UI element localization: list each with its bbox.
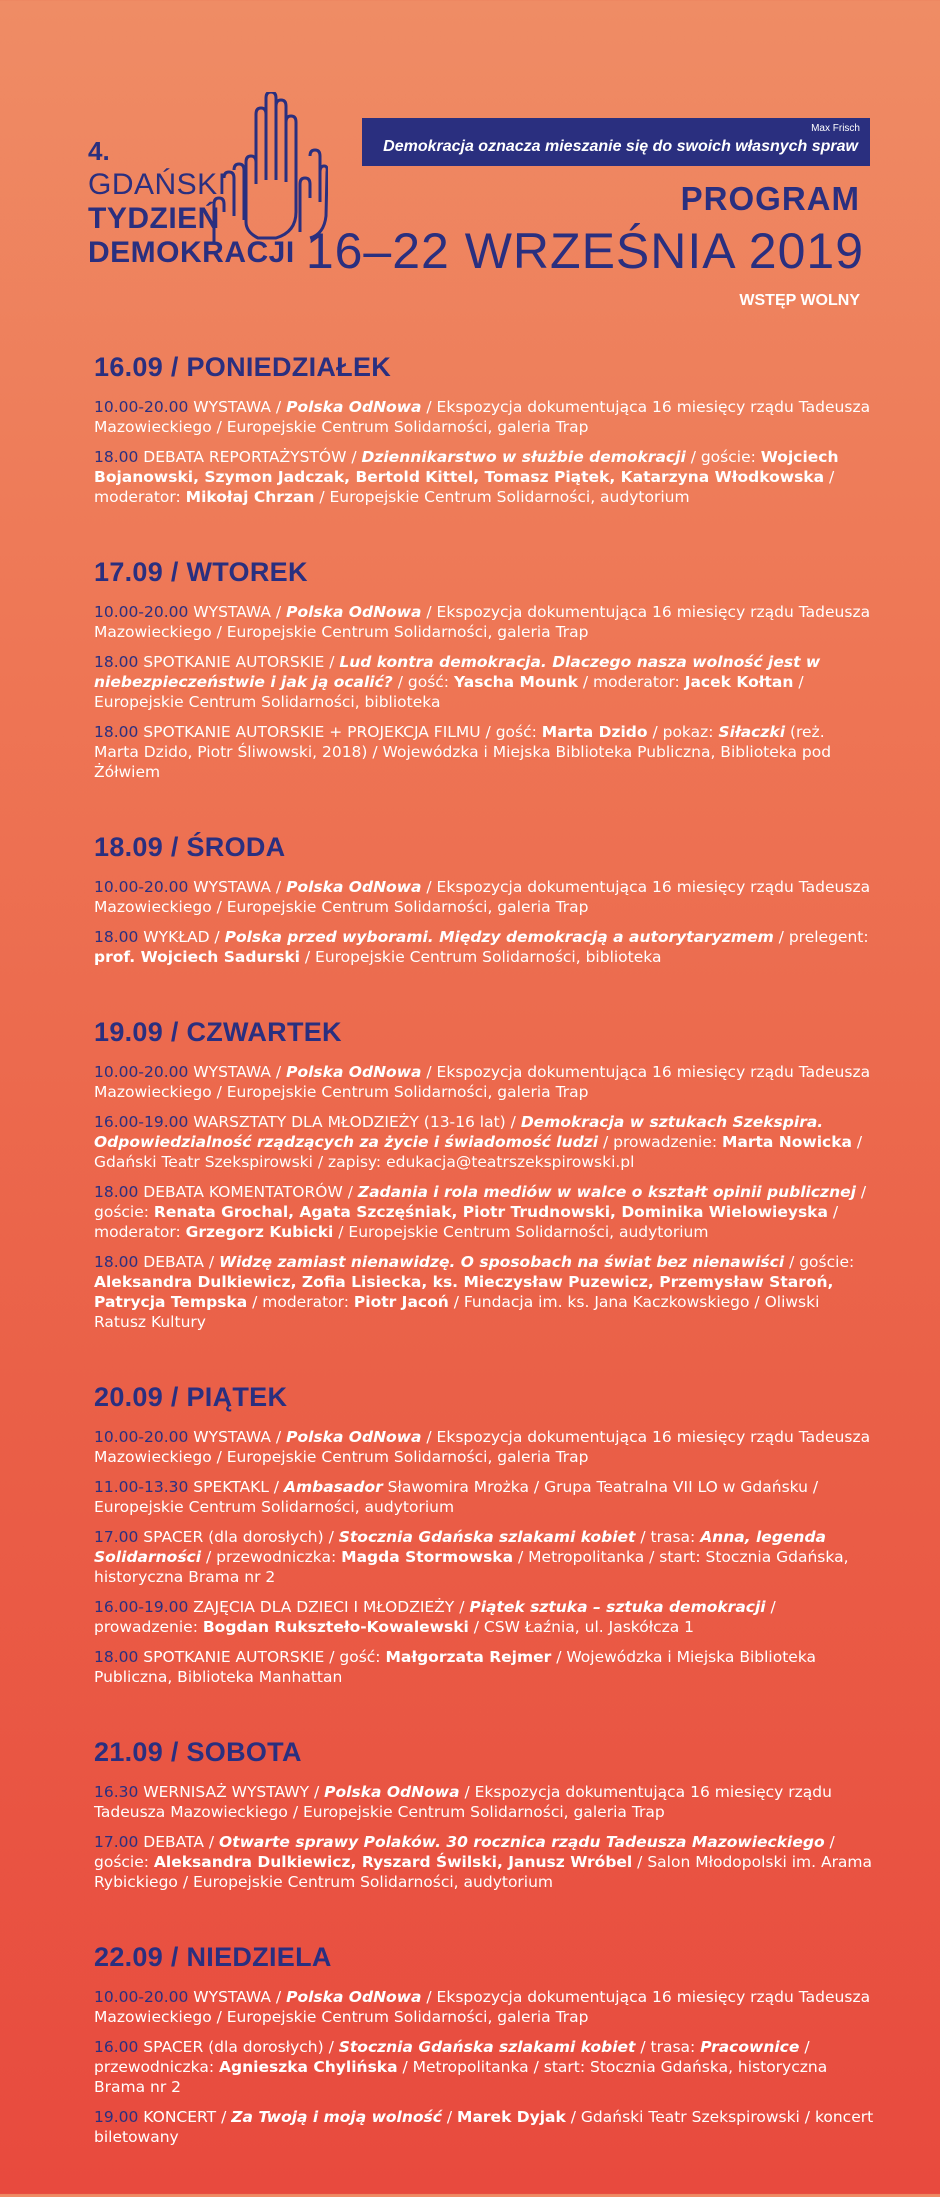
day-section [94,352,874,507]
day-title: 22.09 / NIEDZIELA [94,1942,332,1972]
event-highlight: Polska przed wyborami. Między demokracją a autorytaryzmem [224,928,774,946]
event-time: 16.30 [94,1783,139,1801]
event-text: DEBATA / [138,1253,220,1271]
event-text: / przewodniczka: [201,1548,342,1566]
event-item [94,1252,874,1332]
event-time: 17.00 [94,1528,139,1546]
event-highlight: Polska OdNowa [286,398,422,416]
event-highlight: Agnieszka Chylińska [219,2058,398,2076]
event-text: / przewodniczka: [94,2038,810,2076]
event-text: WYSTAWA / [188,878,287,896]
event-text: / Europejskie Centrum Solidarności, biblioteka [299,948,662,966]
event-highlight: Jacek Kołtan [684,673,794,691]
event-time: 10.00-20.00 [94,1988,189,2006]
event-text: / Metropolitanka / start: Stocznia Gdańska, historyczna Brama nr 2 [94,1548,849,1586]
event-time: 18.00 [94,723,139,741]
event-item [94,1832,874,1892]
event-item [94,397,874,437]
event-text: Sławomira Mrożka / Grupa Teatralna VII LO w Gdańsku / Europejskie Centrum Solidarności, audytorium [94,1478,819,1516]
event-highlight: Bogdan Rukszteło-Kowalewski [202,1618,469,1636]
event-item [94,2107,874,2147]
event-time: 19.00 [94,2108,139,2126]
day-section [94,832,874,967]
event-highlight: Lud kontra demokracja. Dlaczego nasza wolność jest w niebezpieczeństwie i jak ją ocalić? [94,653,821,691]
event-item [94,2037,874,2097]
event-item [94,602,874,642]
event-item [94,927,874,967]
event-item [94,1062,874,1102]
day-section [94,557,874,782]
event-highlight: Marta Dzido [541,723,648,741]
event-highlight: Polska OdNowa [286,603,422,621]
event-text: / Ekspozycja dokumentująca 16 miesięcy rządu Tadeusza Mazowieckiego / Europejskie Centrum Solidarności, galeria Trap [94,398,871,436]
day-section [94,1382,874,1687]
event-highlight: Otwarte sprawy Polaków. 30 rocznica rządu Tadeusza Mazowieckiego [219,1833,825,1851]
event-time: 18.00 [94,1648,139,1666]
event-highlight: Zadania i rola mediów w walce o kształt opinii publicznej [357,1183,856,1201]
event-highlight: Polska OdNowa [286,1063,422,1081]
quote-author: Max Frisch [811,123,860,134]
event-text: / Ekspozycja dokumentująca 16 miesięcy rządu Tadeusza Mazowieckiego / Europejskie Centrum Solidarności, galeria Trap [94,1988,871,2026]
event-time: 18.00 [94,448,139,466]
event-text: / Metropolitanka / start: Stocznia Gdańska, historyczna Brama nr 2 [94,2058,828,2096]
festival-logo [88,92,328,292]
event-text: / goście: [94,1833,835,1871]
event-text: DEBATA REPORTAŻYSTÓW / [138,448,362,466]
event-time: 10.00-20.00 [94,603,189,621]
event-highlight: Ambasador [283,1478,383,1496]
event-text: / trasa: [635,2038,701,2056]
day-title: 16.09 / PONIEDZIAŁEK [94,352,392,382]
event-text: WYKŁAD / [138,928,225,946]
event-text: / prowadzenie: [94,1598,776,1636]
event-text: SPOTKANIE AUTORSKIE / [138,653,340,671]
event-text: ZAJĘCIA DLA DZIECI I MŁODZIEŻY / [188,1598,470,1616]
event-text: WYSTAWA / [188,1428,287,1446]
event-text: / Salon Młodopolski im. Arama Rybickiego / Europejskie Centrum Solidarności, audytorium [94,1853,873,1891]
day-title: 18.09 / ŚRODA [94,832,286,862]
quote-box [362,118,870,166]
event-text: / Ekspozycja dokumentująca 16 miesięcy rządu Tadeusza Mazowieckiego / Europejskie Centrum Solidarności, galeria Trap [94,878,871,916]
event-text: SPACER (dla dorosłych) / [138,1528,339,1546]
event-item [94,1527,874,1587]
event-highlight: Marek Dyjak [457,2108,566,2126]
event-text: KONCERT / [138,2108,232,2126]
event-text: / goście: [784,1253,855,1271]
event-item [94,1182,874,1242]
event-text: SPACER (dla dorosłych) / [138,2038,339,2056]
event-time: 18.00 [94,653,139,671]
event-text: SPEKTAKL / [188,1478,284,1496]
event-time: 17.00 [94,1833,139,1851]
event-time: 11.00-13.30 [94,1478,189,1496]
event-highlight: Polska OdNowa [286,1988,422,2006]
event-time: 10.00-20.00 [94,1428,189,1446]
event-highlight: Anna, legenda Solidarności [94,1528,827,1566]
event-item [94,1477,874,1517]
event-item [94,1597,874,1637]
logo-line-1: GDAŃSKI [88,168,227,201]
event-text: / gość: [392,673,454,691]
event-item [94,1427,874,1467]
event-item [94,1112,874,1172]
event-text: / Europejskie Centrum Solidarności, audytorium [333,1223,709,1241]
event-highlight: Siłaczki [718,723,786,741]
event-highlight: Piątek sztuka – sztuka demokracji [469,1598,766,1616]
event-text: / Ekspozycja dokumentująca 16 miesięcy rządu Tadeusza Mazowieckiego / Europejskie Centrum Solidarności, galeria Trap [94,1428,871,1466]
event-item [94,877,874,917]
event-time: 16.00-19.00 [94,1113,189,1131]
event-time: 10.00-20.00 [94,1063,189,1081]
day-section [94,1017,874,1332]
event-item [94,447,874,507]
day-section [94,1737,874,1892]
event-item [94,722,874,782]
day-title: 20.09 / PIĄTEK [94,1382,288,1412]
event-text: / moderator: [247,1293,354,1311]
event-text: / pokaz: [647,723,719,741]
event-text: WYSTAWA / [188,603,287,621]
event-text: / prowadzenie: [598,1133,722,1151]
event-highlight: Aleksandra Dulkiewicz, Ryszard Świlski, Janusz Wróbel [153,1853,633,1871]
event-highlight: Stocznia Gdańska szlakami kobiet [338,1528,636,1546]
event-highlight: Polska OdNowa [286,1428,422,1446]
event-text: / [441,2108,458,2126]
logo-line-2: TYDZIEŃ [88,202,220,235]
event-text: (reż. Marta Dzido, Piotr Śliwowski, 2018) / Wojewódzka i Miejska Biblioteka Publiczna, Biblioteka pod Żółwiem [94,723,832,781]
event-text: / Ekspozycja dokumentująca 16 miesięcy rządu Tadeusza Mazowieckiego / Europejskie Centrum Solidarności, galeria Trap [94,1783,832,1821]
day-title: 17.09 / WTOREK [94,557,308,587]
event-highlight: Piotr Jacoń [353,1293,449,1311]
event-dates: 16–22 WRZEŚNIA 2019 [305,223,864,279]
event-highlight: Yascha Mounk [453,673,578,691]
event-text: / Fundacja im. ks. Jana Kaczkowskiego / Oliwski Ratusz Kultury [94,1293,820,1331]
event-highlight: Renata Grochal, Agata Szczęśniak, Piotr Trudnowski, Dominika Wielowieyska [153,1203,828,1221]
event-time: 18.00 [94,1253,139,1271]
event-time: 18.00 [94,928,139,946]
event-text: / goście: [94,1183,867,1221]
event-time: 16.00-19.00 [94,1598,189,1616]
event-time: 10.00-20.00 [94,398,189,416]
event-text: DEBATA / [138,1833,220,1851]
event-text: WYSTAWA / [188,398,287,416]
event-time: 18.00 [94,1183,139,1201]
event-item [94,1782,874,1822]
event-highlight: Dziennikarstwo w służbie demokracji [361,448,686,466]
event-highlight: Widzę zamiast nienawidzę. O sposobach na świat bez nienawiści [219,1253,785,1271]
event-highlight: Magda Stormowska [341,1548,514,1566]
event-text: WARSZTATY DLA MŁODZIEŻY (13-16 lat) / [188,1113,521,1131]
event-highlight: Aleksandra Dulkiewicz, Zofia Lisiecka, ks. Mieczysław Puzewicz, Przemysław Staroń, Patrycja Tempska [94,1273,834,1311]
event-text: / goście: [685,448,761,466]
event-text: SPOTKANIE AUTORSKIE + PROJEKCJA FILMU / gość: [138,723,542,741]
event-item [94,652,874,712]
event-time: 16.00 [94,2038,139,2056]
event-text: / Europejskie Centrum Solidarności, biblioteka [94,673,804,711]
event-text: / trasa: [635,1528,701,1546]
event-highlight: Grzegorz Kubicki [185,1223,334,1241]
event-highlight: Stocznia Gdańska szlakami kobiet [338,2038,636,2056]
event-highlight: Demokracja w sztukach Szekspira. Odpowiedzialność rządzących za życie i świadomość ludzi [94,1113,824,1151]
event-highlight: prof. Wojciech Sadurski [94,948,300,966]
event-highlight: Mikołaj Chrzan [185,488,315,506]
event-text: / prelegent: [773,928,869,946]
event-highlight: Pracownice [700,2038,800,2056]
event-text: SPOTKANIE AUTORSKIE / gość: [138,1648,386,1666]
event-highlight: Wojciech Bojanowski, Szymon Jadczak, Bertold Kittel, Tomasz Piątek, Katarzyna Włodkowska [94,448,839,486]
day-section [94,1942,874,2147]
event-highlight: Polska OdNowa [286,878,422,896]
day-title: 19.09 / CZWARTEK [94,1017,342,1047]
quote-text: Demokracja oznacza mieszanie się do swoich własnych spraw [383,138,858,155]
event-time: 10.00-20.00 [94,878,189,896]
event-text: / CSW Łaźnia, ul. Jaskółcza 1 [468,1618,695,1636]
event-text: DEBATA KOMENTATORÓW / [138,1183,358,1201]
event-text: / Europejskie Centrum Solidarności, audytorium [314,488,690,506]
event-text: WERNISAŻ WYSTAWY / [138,1783,325,1801]
free-entry-label: WSTĘP WOLNY [739,292,860,309]
event-highlight: Marta Nowicka [721,1133,852,1151]
event-highlight: Małgorzata Rejmer [385,1648,552,1666]
event-highlight: Za Twoją i moją wolność [231,2108,442,2126]
event-text: / moderator: [94,468,835,506]
event-text: / Gdański Teatr Szekspirowski / zapisy: edukacja@teatrszekspirowski.pl [94,1133,863,1171]
event-text: / moderator: [577,673,685,691]
event-text: / Gdański Teatr Szekspirowski / koncert biletowany [94,2108,874,2146]
event-text: WYSTAWA / [188,1063,287,1081]
logo-line-3: DEMOKRACJI [88,236,295,269]
event-text: / Ekspozycja dokumentująca 16 miesięcy rządu Tadeusza Mazowieckiego / Europejskie Centrum Solidarności, galeria Trap [94,1063,871,1101]
event-text: / moderator: [94,1203,839,1241]
day-title: 21.09 / SOBOTA [94,1737,302,1767]
program-label: PROGRAM [680,180,860,217]
event-highlight: Polska OdNowa [324,1783,460,1801]
event-text: / Wojewódzka i Miejska Biblioteka Publiczna, Biblioteka Manhattan [94,1648,817,1686]
event-item [94,1987,874,2027]
edition-number: 4. [88,136,110,166]
program-schedule [94,352,874,2197]
event-item [94,1647,874,1687]
event-text: / Ekspozycja dokumentująca 16 miesięcy rządu Tadeusza Mazowieckiego / Europejskie Centrum Solidarności, galeria Trap [94,603,871,641]
event-text: WYSTAWA / [188,1988,287,2006]
